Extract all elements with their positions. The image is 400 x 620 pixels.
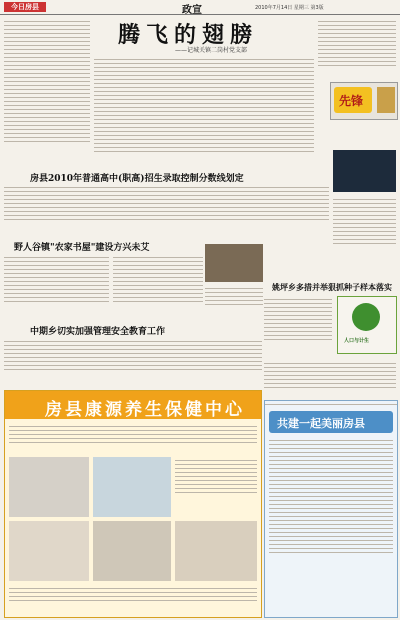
- article-left-column: [4, 18, 90, 153]
- story2-body: [4, 184, 329, 234]
- story5-body-2: [264, 360, 396, 398]
- story2-title: 房县2010年普通高中(职高)招生录取控制分数线划定: [30, 174, 244, 184]
- population-logo-icon: [352, 303, 380, 331]
- side-feature-photo: [377, 87, 395, 113]
- ad-health-info: [175, 457, 257, 517]
- ad-health-footer: [9, 585, 257, 601]
- section-title: 政宣: [182, 5, 202, 16]
- ad-health-photo-1: [9, 457, 89, 517]
- ad-health-photo-4: [93, 521, 171, 581]
- story3-body-2: [113, 254, 203, 318]
- ad-campaign-top-text: [265, 401, 397, 409]
- ad-campaign: [264, 400, 398, 618]
- top-story-body: [94, 56, 314, 154]
- top-story-subtitle: ——记城关镇二岗村党支部: [175, 47, 248, 54]
- story-photo-caption: [205, 285, 263, 315]
- masthead-logo: 今日房县: [4, 2, 46, 12]
- story4-title: 中期乡切实加强管理安全教育工作: [30, 327, 166, 337]
- ad-health-center: [4, 390, 262, 618]
- right-sidebar-photo: [333, 150, 396, 192]
- article-right-column: [318, 18, 396, 68]
- story-photo: [205, 244, 263, 282]
- top-story-title: 腾飞的翅膀: [118, 22, 259, 48]
- ad-health-photo-5: [175, 521, 257, 581]
- ad-health-title: 房县康源养生保健中心: [45, 400, 245, 420]
- ad-campaign-title: 共建一起美丽房县: [277, 417, 365, 430]
- ad-campaign-body: [269, 437, 393, 553]
- story5-body: [264, 296, 332, 358]
- population-logo-box: [337, 296, 397, 354]
- ad-health-photo-3: [9, 521, 89, 581]
- ad-health-text: [9, 423, 257, 443]
- story3-title: 野人谷镇"农家书屋"建设方兴未艾: [14, 243, 150, 253]
- story5-title: 姚坪乡多措并举狠抓种子样本落实: [272, 282, 392, 292]
- story3-body: [4, 254, 109, 318]
- text-block: [4, 21, 90, 142]
- population-logo-caption: 人口与计生: [344, 338, 370, 344]
- ad-health-photo-2: [93, 457, 171, 517]
- story4-body: [4, 338, 262, 382]
- issue-date: 2010年7月14日 星期三 第3版: [255, 5, 324, 11]
- side-feature-box: [330, 82, 398, 120]
- right-sidebar: [333, 150, 396, 272]
- side-feature-tag: 先锋: [339, 94, 364, 108]
